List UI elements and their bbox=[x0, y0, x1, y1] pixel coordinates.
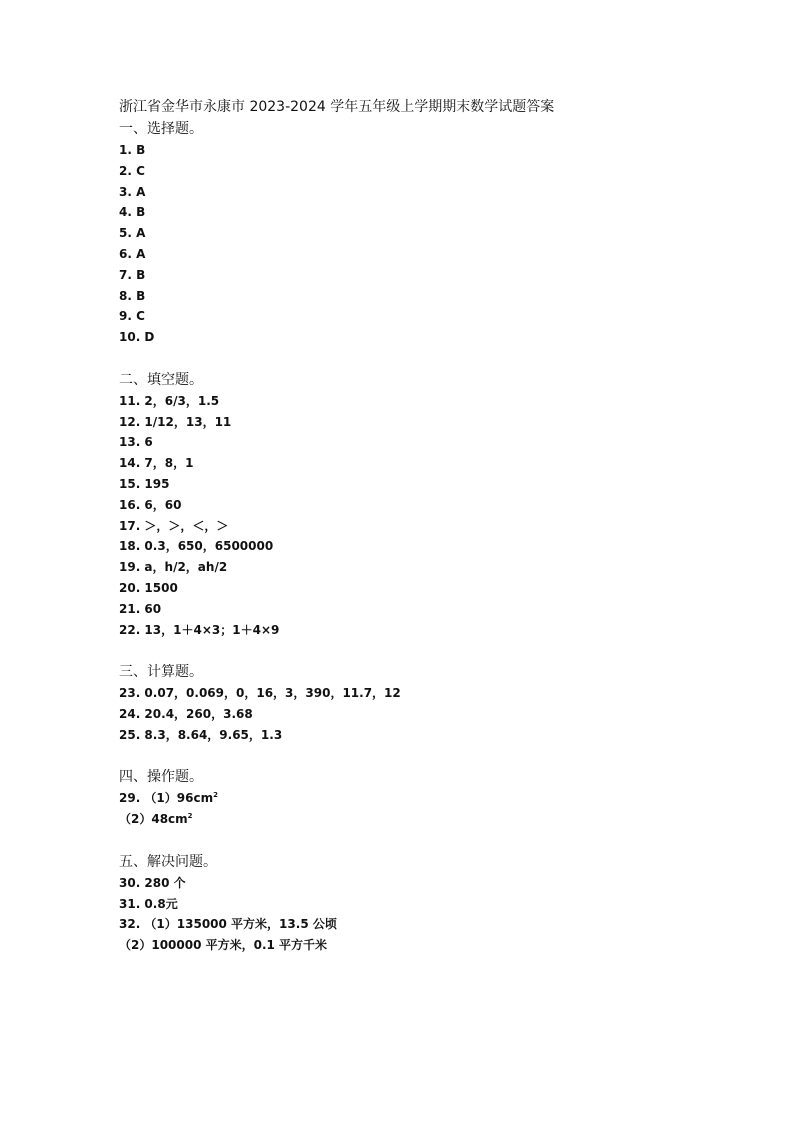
answer-line: 4. B bbox=[119, 205, 146, 220]
answer-sheet bbox=[119, 96, 679, 956]
answer-line bbox=[119, 809, 679, 830]
section-heading-calculation: 三、计算题。 bbox=[119, 664, 203, 681]
answer-line: 14. 7，8，1 bbox=[119, 456, 194, 471]
spacer bbox=[119, 830, 679, 851]
section-heading-problem-solving: 五、解决问题。 bbox=[119, 853, 217, 870]
answer-line: 1. B bbox=[119, 143, 146, 157]
answer-line: 10. D bbox=[119, 330, 155, 345]
answer-text: （2）48cm bbox=[119, 812, 188, 827]
answer-line: 5. A bbox=[119, 226, 146, 241]
answer-line: 22. 13，1＋4×3；1＋4×9 bbox=[119, 622, 280, 637]
answer-line: 23. 0.07，0.069，0，16，3，390，11.7，12 bbox=[119, 686, 401, 701]
answer-line bbox=[119, 788, 679, 809]
answer-line: 15. 195 bbox=[119, 476, 170, 491]
answer-line: 16. 6，60 bbox=[119, 497, 182, 512]
answer-line: 30. 280 个 bbox=[119, 875, 186, 890]
answer-line: 24. 20.4，260，3.68 bbox=[119, 706, 253, 721]
spacer bbox=[119, 348, 679, 369]
answer-line: （2）100000 平方米，0.1 平方千米 bbox=[119, 938, 328, 953]
spacer bbox=[119, 746, 679, 767]
answer-line: 9. C bbox=[119, 309, 145, 324]
superscript: 2 bbox=[213, 791, 218, 800]
answer-line: 32. （1）135000 平方米，13.5 公顷 bbox=[119, 917, 337, 932]
section-heading-fill-blank: 二、填空题。 bbox=[119, 371, 203, 388]
answer-line: 8. B bbox=[119, 288, 146, 303]
answer-line: 20. 1500 bbox=[119, 580, 178, 595]
answer-line: 18. 0.3，650，6500000 bbox=[119, 539, 274, 554]
answer-line: 31. 0.8元 bbox=[119, 896, 178, 911]
document-title: 浙江省金华市永康市 2023-2024 学年五年级上学期期末数学试题答案 bbox=[119, 99, 555, 115]
superscript: 2 bbox=[187, 812, 193, 821]
answer-line: 21. 60 bbox=[119, 601, 162, 616]
section-heading-operation: 四、操作题。 bbox=[119, 769, 203, 786]
answer-line: 2. C bbox=[119, 163, 145, 178]
answer-line: 3. A bbox=[119, 184, 146, 199]
answer-line: 13. 6 bbox=[119, 435, 153, 450]
section-heading-choice: 一、选择题。 bbox=[119, 121, 203, 137]
answer-line: 11. 2，6/3，1.5 bbox=[119, 393, 220, 408]
answer-text: 29. （1）96cm bbox=[119, 791, 214, 806]
answer-line: 17. ＞，＞，＜，＞ bbox=[119, 518, 229, 533]
answer-line: 6. A bbox=[119, 246, 146, 261]
answer-line: 25. 8.3，8.64，9.65，1.3 bbox=[119, 727, 283, 742]
answer-line: 12. 1/12，13，11 bbox=[119, 414, 232, 429]
answer-line: 7. B bbox=[119, 267, 146, 282]
spacer bbox=[119, 640, 679, 661]
answer-line: 19. a，h/2，ah/2 bbox=[119, 560, 228, 575]
